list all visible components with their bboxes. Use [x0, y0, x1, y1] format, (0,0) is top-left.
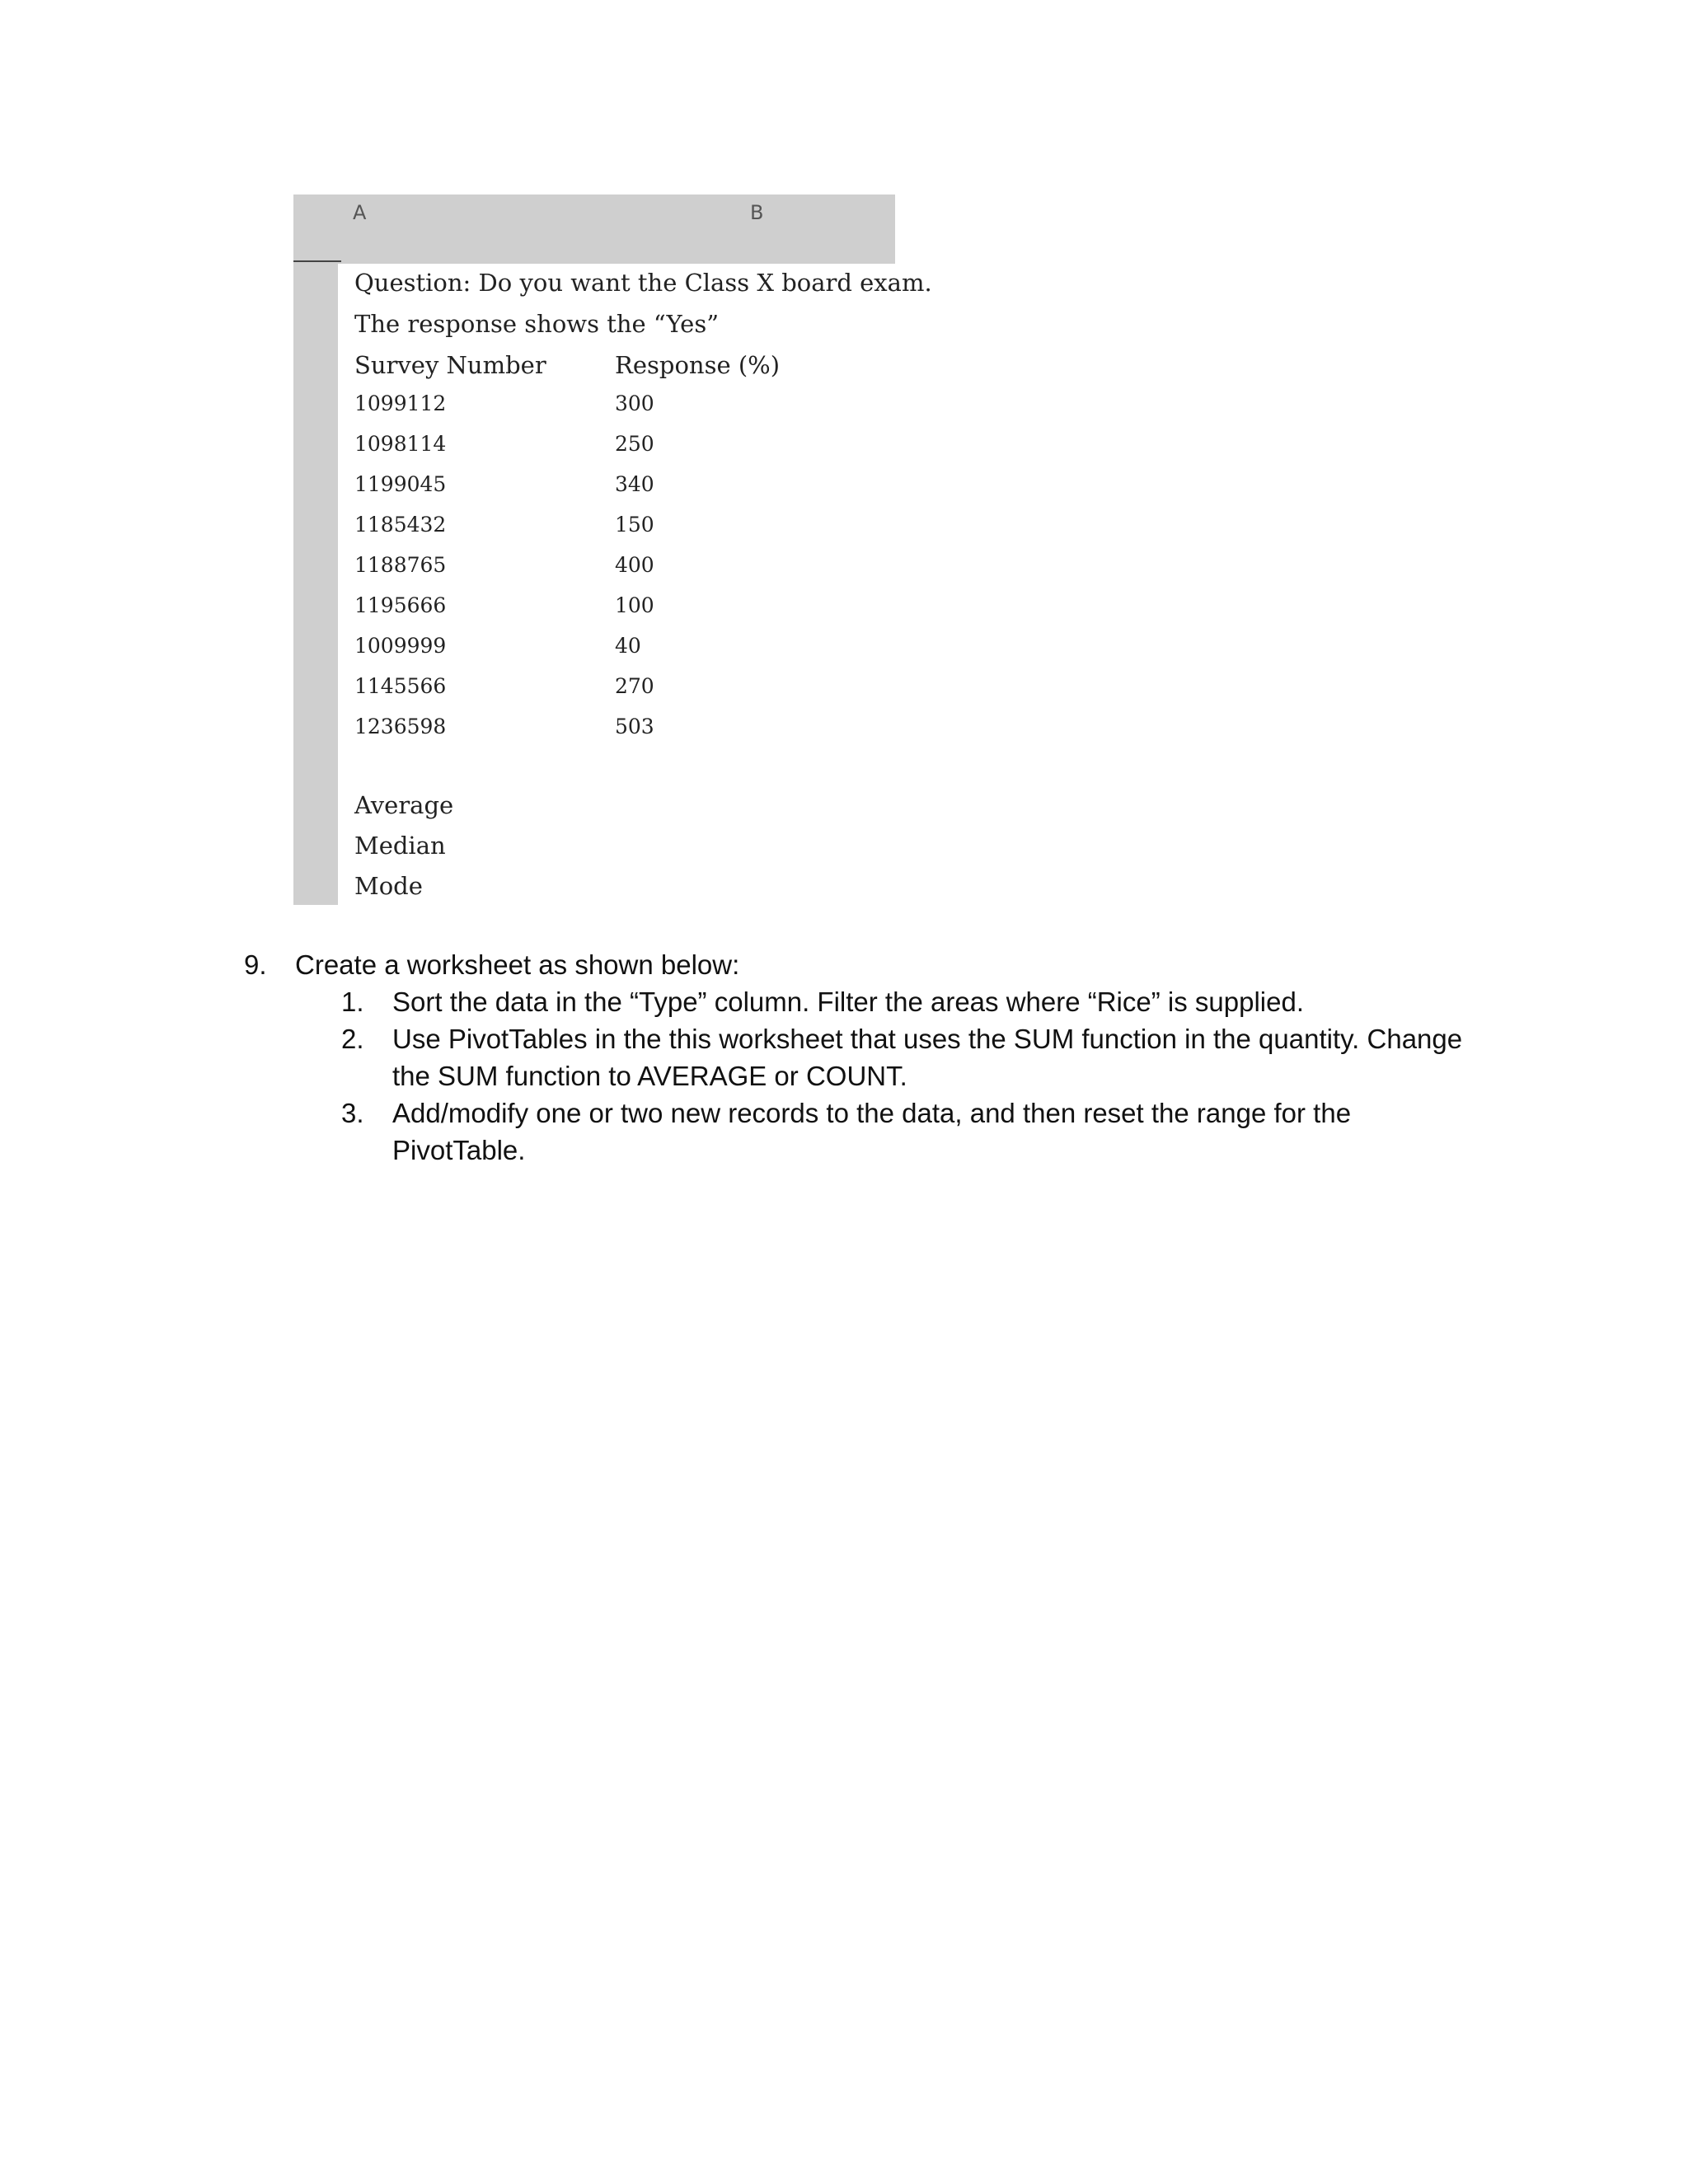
instruction-number: 9. [244, 949, 267, 980]
instruction-text: Create a worksheet as shown below: [295, 949, 740, 980]
survey-number-cell: 1236598 [354, 715, 447, 738]
stat-label-median: Median [354, 832, 446, 860]
instruction-steps [244, 983, 1464, 1169]
step-text: Sort the data in the “Type” column. Filter the areas where “Rice” is supplied. [392, 987, 1304, 1017]
survey-number-cell: 1199045 [354, 472, 447, 496]
row-header-gutter [293, 264, 338, 905]
survey-number-cell: 1185432 [354, 513, 447, 537]
step-text: Add/modify one or two new records to the data, and then reset the range for the PivotTable. [392, 1098, 1352, 1165]
survey-number-cell: 1099112 [354, 391, 447, 415]
response-cell: 150 [615, 513, 654, 537]
corner-divider [293, 260, 341, 262]
survey-number-cell: 1098114 [354, 432, 447, 456]
instruction-step [341, 1094, 1464, 1169]
survey-number-header: Survey Number [354, 351, 546, 379]
step-number: 1. [341, 987, 364, 1017]
survey-number-cell: 1188765 [354, 553, 447, 577]
survey-number-cell: 1195666 [354, 593, 447, 617]
survey-number-cell: 1145566 [354, 674, 447, 698]
question-cell: Question: Do you want the Class X board exam. [354, 269, 932, 297]
response-cell: 250 [615, 432, 654, 456]
step-number: 3. [341, 1098, 364, 1128]
instruction-step [341, 983, 1464, 1020]
response-cell: 300 [615, 391, 654, 415]
stat-label-mode: Mode [354, 872, 423, 900]
response-cell: 40 [615, 634, 641, 658]
response-cell: 340 [615, 472, 654, 496]
spreadsheet-image [293, 194, 932, 905]
response-cell: 400 [615, 553, 654, 577]
response-note-cell: The response shows the “Yes” [354, 310, 720, 338]
response-header: Response (%) [615, 351, 781, 379]
column-header-bar [293, 194, 895, 264]
survey-number-cell: 1009999 [354, 634, 447, 658]
response-cell: 503 [615, 715, 654, 738]
step-text: Use PivotTables in the this worksheet that uses the SUM function in the quantity. Change the SUM function to AVERAGE or COUNT. [392, 1024, 1463, 1091]
stat-label-average: Average [354, 791, 454, 819]
instructions-section [244, 946, 1464, 1169]
response-cell: 270 [615, 674, 654, 698]
response-cell: 100 [615, 593, 654, 617]
instruction-item-9 [244, 946, 1464, 983]
column-header-b: B [750, 201, 764, 224]
column-header-a: A [353, 201, 367, 224]
instruction-step [341, 1020, 1464, 1094]
step-number: 2. [341, 1024, 364, 1054]
